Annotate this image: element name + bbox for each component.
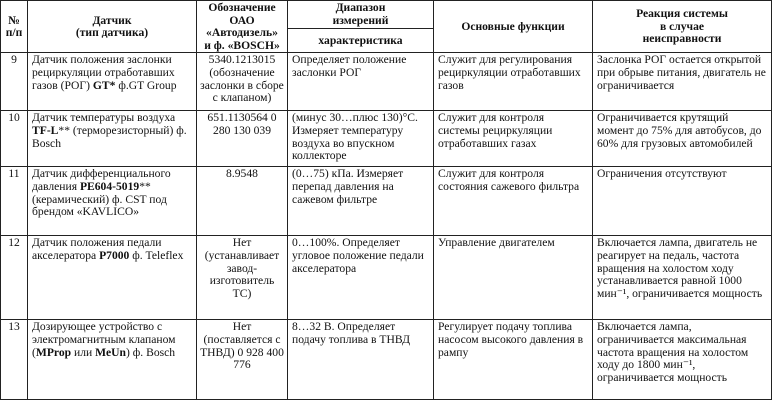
header-code: Обозначение ОАО «Автодизель» и ф. «BOSCH» (197, 1, 288, 53)
row-reaction: Включается лампа, двигатель не реагирует на педаль, частота вращения на холостом ходу устанавливается равной 1000 мин⁻¹, ограничивается мощность (593, 236, 772, 320)
row-num: 10 (1, 111, 28, 167)
header-functions: Основные функции (434, 1, 593, 53)
row-reaction: Ограничения отсутствуют (593, 167, 772, 236)
row-sensor: Датчик положения заслонки рециркуляции отработавших газов (РОГ) GT* ф.GT Group (28, 53, 197, 111)
row-functions: Служит для регулирования рециркуляции отработавших газов (434, 53, 593, 111)
row-range: (минус 30…плюс 130)°С. Измеряет температуру воздуха во впускном коллекторе (288, 111, 434, 167)
row-range: 8…32 В. Определяет подачу топлива в ТНВД (288, 320, 434, 400)
row-functions: Служит для контроля системы рециркуляции отработавших газах (434, 111, 593, 167)
row-sensor: Датчик положения педали акселератора P7000 ф. Teleflex (28, 236, 197, 320)
row-reaction: Включается лампа, ограничивается максимальная частота вращения на холостом ходу до 1800 мин⁻¹, ограничивается мощность (593, 320, 772, 400)
header-num: № п/п (1, 1, 28, 53)
row-sensor: Датчик дифференциального давления PE604-5019** (керамический) ф. CST под брендом «KAVLICO» (28, 167, 197, 236)
row-code: 8.9548 (197, 167, 288, 236)
header-reaction: Реакция системы в случае неисправности (593, 1, 772, 53)
header-range-characteristic: характеристика (288, 28, 434, 53)
table-row (1, 320, 772, 400)
row-range: Определяет положение заслонки РОГ (288, 53, 434, 111)
row-num: 13 (1, 320, 28, 400)
row-reaction: Заслонка РОГ остается открытой при обрыве питания, двигатель не ограничивается (593, 53, 772, 111)
header-sensor: Датчик (тип датчика) (28, 1, 197, 53)
row-num: 11 (1, 167, 28, 236)
table-row (1, 167, 772, 236)
row-code: Нет (устанавливает завод-изготовитель ТС) (197, 236, 288, 320)
table-row (1, 53, 772, 111)
header-range: Диапазон измерений (288, 1, 434, 29)
row-range: 0…100%. Определяет угловое положение педали акселератора (288, 236, 434, 320)
table-row (1, 111, 772, 167)
row-num: 12 (1, 236, 28, 320)
row-code: Нет (поставляется с ТНВД) 0 928 400 776 (197, 320, 288, 400)
row-num: 9 (1, 53, 28, 111)
row-range: (0…75) кПа. Измеряет перепад давления на сажевом фильтре (288, 167, 434, 236)
row-sensor: Датчик температуры воздуха TF-L** (терморезисторный) ф. Bosch (28, 111, 197, 167)
row-functions: Служит для контроля состояния сажевого фильтра (434, 167, 593, 236)
row-reaction: Ограничивается крутящий момент до 75% для автобусов, до 60% для грузовых автомобилей (593, 111, 772, 167)
table-row (1, 236, 772, 320)
row-code: 5340.1213015 (обозначение заслонки в сборе с клапаном) (197, 53, 288, 111)
row-code: 651.1130564 0 280 130 039 (197, 111, 288, 167)
row-sensor: Дозирующее устройство с электромагнитным клапаном (MProp или MeUn) ф. Bosch (28, 320, 197, 400)
row-functions: Управление двигателем (434, 236, 593, 320)
row-functions: Регулирует подачу топлива насосом высокого давления в рампу (434, 320, 593, 400)
